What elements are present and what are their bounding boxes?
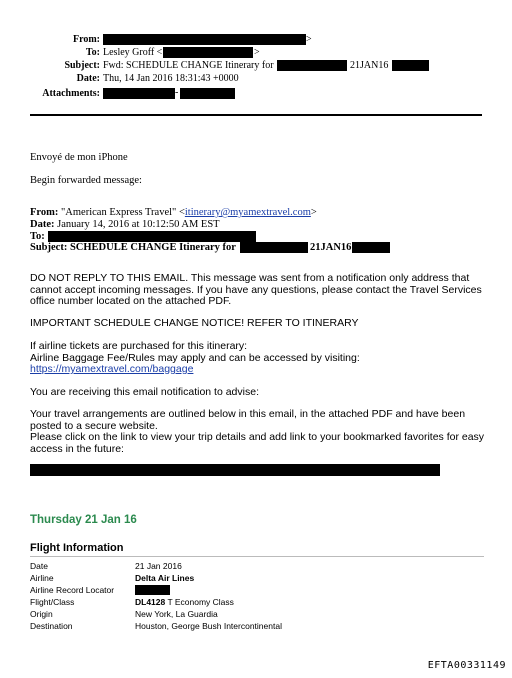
header-date-label: Date: <box>76 73 100 84</box>
fwd-date-label: Date: <box>30 219 55 230</box>
header-attachments-label: Attachments: <box>42 88 100 99</box>
header-from-label: From: <box>72 34 100 45</box>
row-airline-value: Delta Air Lines <box>135 573 195 583</box>
baggage-paragraph <box>30 341 490 376</box>
flight-info-title: Flight Information <box>30 542 124 554</box>
arrangements-line-2: Please click on the link to view your trip details and add link to your bookmarked favorites for easy access in the future: <box>30 431 485 455</box>
fwd-from-line <box>30 207 317 218</box>
header-subject-label: Subject: <box>64 60 100 71</box>
flight-class: T Economy Class <box>165 597 234 607</box>
begin-forwarded-line: Begin forwarded message: <box>30 175 142 186</box>
fwd-date-line <box>30 219 220 230</box>
schedule-change-notice: IMPORTANT SCHEDULE CHANGE NOTICE! REFER TO ITINERARY <box>30 317 359 329</box>
flight-info-divider <box>30 556 484 557</box>
fwd-from-close: > <box>310 207 317 218</box>
bates-number: EFTA00331149 <box>427 660 506 671</box>
redacted-recipient-email <box>163 47 253 58</box>
row-record-locator-label: Airline Record Locator <box>30 585 115 595</box>
row-flight-class-label: Flight/Class <box>30 597 75 607</box>
header-to-label: To: <box>85 47 100 58</box>
row-airline-label: Airline <box>30 573 54 583</box>
redacted-record-locator <box>135 585 170 595</box>
fwd-subject-suffix: 21JAN16 <box>310 242 352 253</box>
redacted-subject-code <box>392 60 429 71</box>
header-subject-suffix: 21JAN16 <box>350 60 389 71</box>
row-date-label: Date <box>30 561 48 571</box>
redacted-fwd-recipient <box>48 231 256 242</box>
header-date-value: Thu, 14 Jan 2016 18:31:43 +0000 <box>103 73 239 84</box>
row-flight-class-value <box>135 597 234 607</box>
header-attachments-dash: - <box>175 87 179 98</box>
fwd-from-label: From: <box>30 207 59 218</box>
notice-paragraph: DO NOT REPLY TO THIS EMAIL. This message was sent from a notification only address that cannot accept incoming messages. If you have any questions, please contact the Travel Services office number located on the attached PDF. <box>30 272 482 307</box>
header-subject-value: Fwd: SCHEDULE CHANGE Itinerary for <box>103 60 274 71</box>
fwd-date-value: January 14, 2016 at 10:12:50 AM EST <box>57 219 220 230</box>
header-to-value: Lesley Groff < <box>103 47 163 58</box>
header-divider <box>30 114 482 116</box>
sent-from-line: Envoyé de mon iPhone <box>30 152 128 163</box>
fwd-from-name: "American Express Travel" < <box>61 207 185 218</box>
baggage-link[interactable]: https://myamextravel.com/baggage <box>30 363 194 375</box>
redacted-attachment-2 <box>180 88 235 99</box>
row-origin-label: Origin <box>30 609 53 619</box>
fwd-from-email-link[interactable]: itinerary@myamextravel.com <box>184 207 311 218</box>
redacted-sender <box>103 34 306 45</box>
redacted-fwd-subject-code <box>352 242 390 253</box>
row-date-value: 21 Jan 2016 <box>135 561 182 571</box>
flight-number: DL4128 <box>135 597 166 607</box>
fwd-subject-line <box>30 242 236 253</box>
arrangements-paragraph <box>30 409 490 455</box>
day-heading: Thursday 21 Jan 16 <box>30 514 137 526</box>
fwd-subject-label: Subject: <box>30 242 68 253</box>
redacted-fwd-subject-name <box>240 242 308 253</box>
row-origin-value: New York, La Guardia <box>135 609 218 619</box>
fwd-to-label: To: <box>30 231 45 242</box>
redacted-trip-link <box>30 464 440 476</box>
advise-paragraph: You are receiving this email notification to advise: <box>30 386 259 398</box>
baggage-line-1: If airline tickets are purchased for this itinerary: <box>30 340 248 352</box>
row-destination-value: Houston, George Bush Intercontinental <box>135 621 282 631</box>
fwd-subject-value: SCHEDULE CHANGE Itinerary for <box>69 242 236 253</box>
row-destination-label: Destination <box>30 621 73 631</box>
header-from-close: > <box>306 34 312 45</box>
redacted-subject-name <box>277 60 347 71</box>
redacted-attachment-1 <box>103 88 175 99</box>
header-to-close: > <box>254 47 260 58</box>
arrangements-line-1: Your travel arrangements are outlined below in this email, in the attached PDF and have been posted to a secure website. <box>30 408 466 432</box>
baggage-line-2: Airline Baggage Fee/Rules may apply and can be accessed by visiting: <box>30 351 360 364</box>
